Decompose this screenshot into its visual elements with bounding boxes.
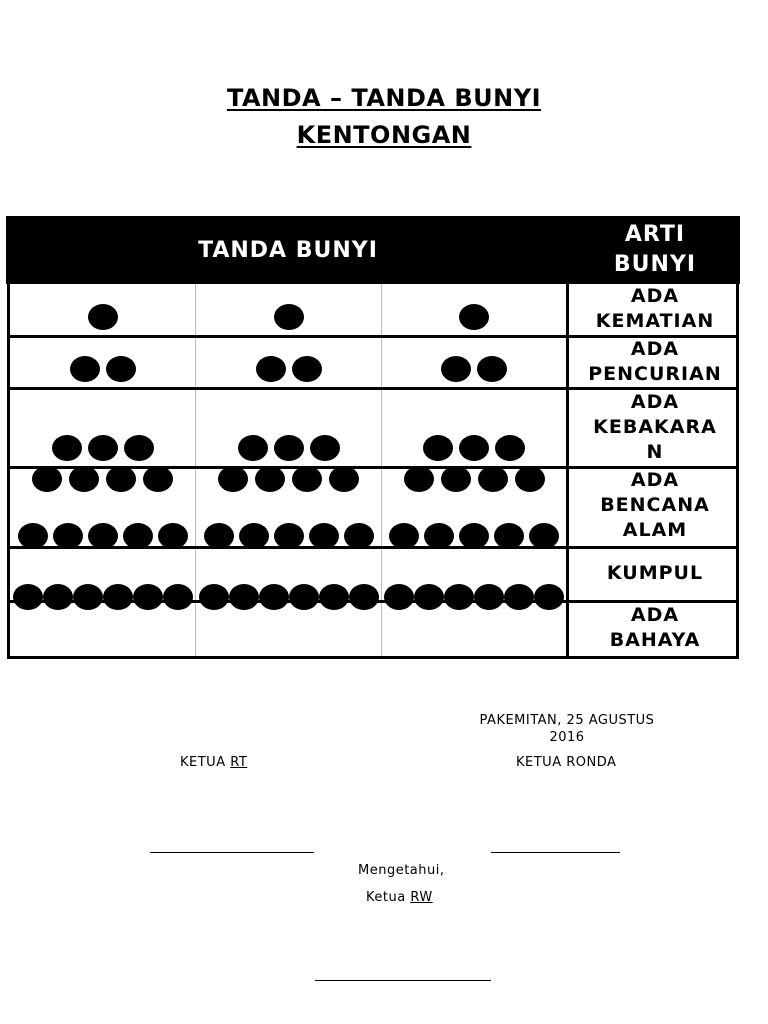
strike-dot <box>478 466 508 492</box>
strike-dot <box>389 523 419 549</box>
strike-dot <box>199 584 229 610</box>
strike-dot <box>163 584 193 610</box>
mengetahui-label: Mengetahui, <box>358 863 445 878</box>
strike-dot <box>239 523 269 549</box>
strike-dot <box>69 466 99 492</box>
strike-dot <box>18 523 48 549</box>
place-date: PAKEMITAN, 25 AGUSTUS 2016 <box>479 713 655 745</box>
signature-line-rw <box>315 980 491 981</box>
strike-dot <box>256 356 286 382</box>
strike-dot <box>504 584 534 610</box>
strike-dot <box>309 523 339 549</box>
strike-dot <box>459 523 489 549</box>
meaning-kematian: ADA KEMATIAN <box>595 285 715 332</box>
strike-dot <box>143 466 173 492</box>
strike-dot <box>292 356 322 382</box>
ketua-ronda-label: KETUA RONDA <box>516 755 617 770</box>
strike-dot <box>404 466 434 492</box>
strike-dot <box>289 584 319 610</box>
strike-dot <box>474 584 504 610</box>
strike-dot <box>255 466 285 492</box>
strike-dot <box>204 523 234 549</box>
strike-dot <box>424 523 454 549</box>
strike-dot <box>123 523 153 549</box>
strike-dot <box>423 435 453 461</box>
strike-dot <box>494 523 524 549</box>
strike-dot <box>292 466 322 492</box>
strike-dot <box>133 584 163 610</box>
strike-dot <box>495 435 525 461</box>
strike-dot <box>88 304 118 330</box>
strike-dot <box>441 356 471 382</box>
strike-dot <box>218 466 248 492</box>
strike-dot <box>477 356 507 382</box>
ketua-rw-label: Ketua RW <box>366 890 433 905</box>
strike-dot <box>32 466 62 492</box>
signature-line-ronda <box>491 852 620 853</box>
strike-dot <box>13 584 43 610</box>
strike-dot <box>43 584 73 610</box>
strike-dot <box>329 466 359 492</box>
strike-dot <box>441 466 471 492</box>
row-line <box>8 656 739 659</box>
header-tanda-bunyi: TANDA BUNYI <box>198 237 378 263</box>
strike-dot <box>349 584 379 610</box>
strike-dot <box>73 584 103 610</box>
strike-dot <box>529 523 559 549</box>
strike-dot <box>259 584 289 610</box>
strike-dot <box>88 435 118 461</box>
document-title-line-1: TANDA – TANDA BUNYI <box>226 84 542 112</box>
strike-dot <box>319 584 349 610</box>
document-title-line-2: KENTONGAN <box>296 121 472 149</box>
strike-dot <box>106 466 136 492</box>
row-line <box>8 546 739 549</box>
strike-dot <box>70 356 100 382</box>
strike-dot <box>103 584 133 610</box>
strike-dot <box>238 435 268 461</box>
meaning-kumpul: KUMPUL <box>606 562 704 584</box>
strike-dot <box>158 523 188 549</box>
strike-dot <box>534 584 564 610</box>
strike-dot <box>344 523 374 549</box>
strike-dot <box>384 584 414 610</box>
strike-dot <box>459 435 489 461</box>
strike-dot <box>229 584 259 610</box>
strike-dot <box>274 523 304 549</box>
ketua-rt-label: KETUA RT <box>180 755 248 770</box>
strike-dot <box>459 304 489 330</box>
strike-dot <box>414 584 444 610</box>
strike-dot <box>52 435 82 461</box>
strike-dot <box>274 435 304 461</box>
meaning-bahaya: ADA BAHAYA <box>609 604 701 651</box>
strike-dot <box>444 584 474 610</box>
meaning-kebakaran: ADA KEBAKARA N <box>593 391 717 463</box>
strike-dot <box>53 523 83 549</box>
header-arti-bunyi: ARTI BUNYI <box>613 222 697 277</box>
strike-dot <box>274 304 304 330</box>
meaning-bencana-alam: ADA BENCANA ALAM <box>600 469 710 541</box>
strike-dot <box>124 435 154 461</box>
meaning-pencurian: ADA PENCURIAN <box>588 338 722 385</box>
strike-dot <box>88 523 118 549</box>
strike-dot <box>106 356 136 382</box>
strike-dot <box>515 466 545 492</box>
strike-dot <box>310 435 340 461</box>
signature-line-rt <box>150 852 314 853</box>
